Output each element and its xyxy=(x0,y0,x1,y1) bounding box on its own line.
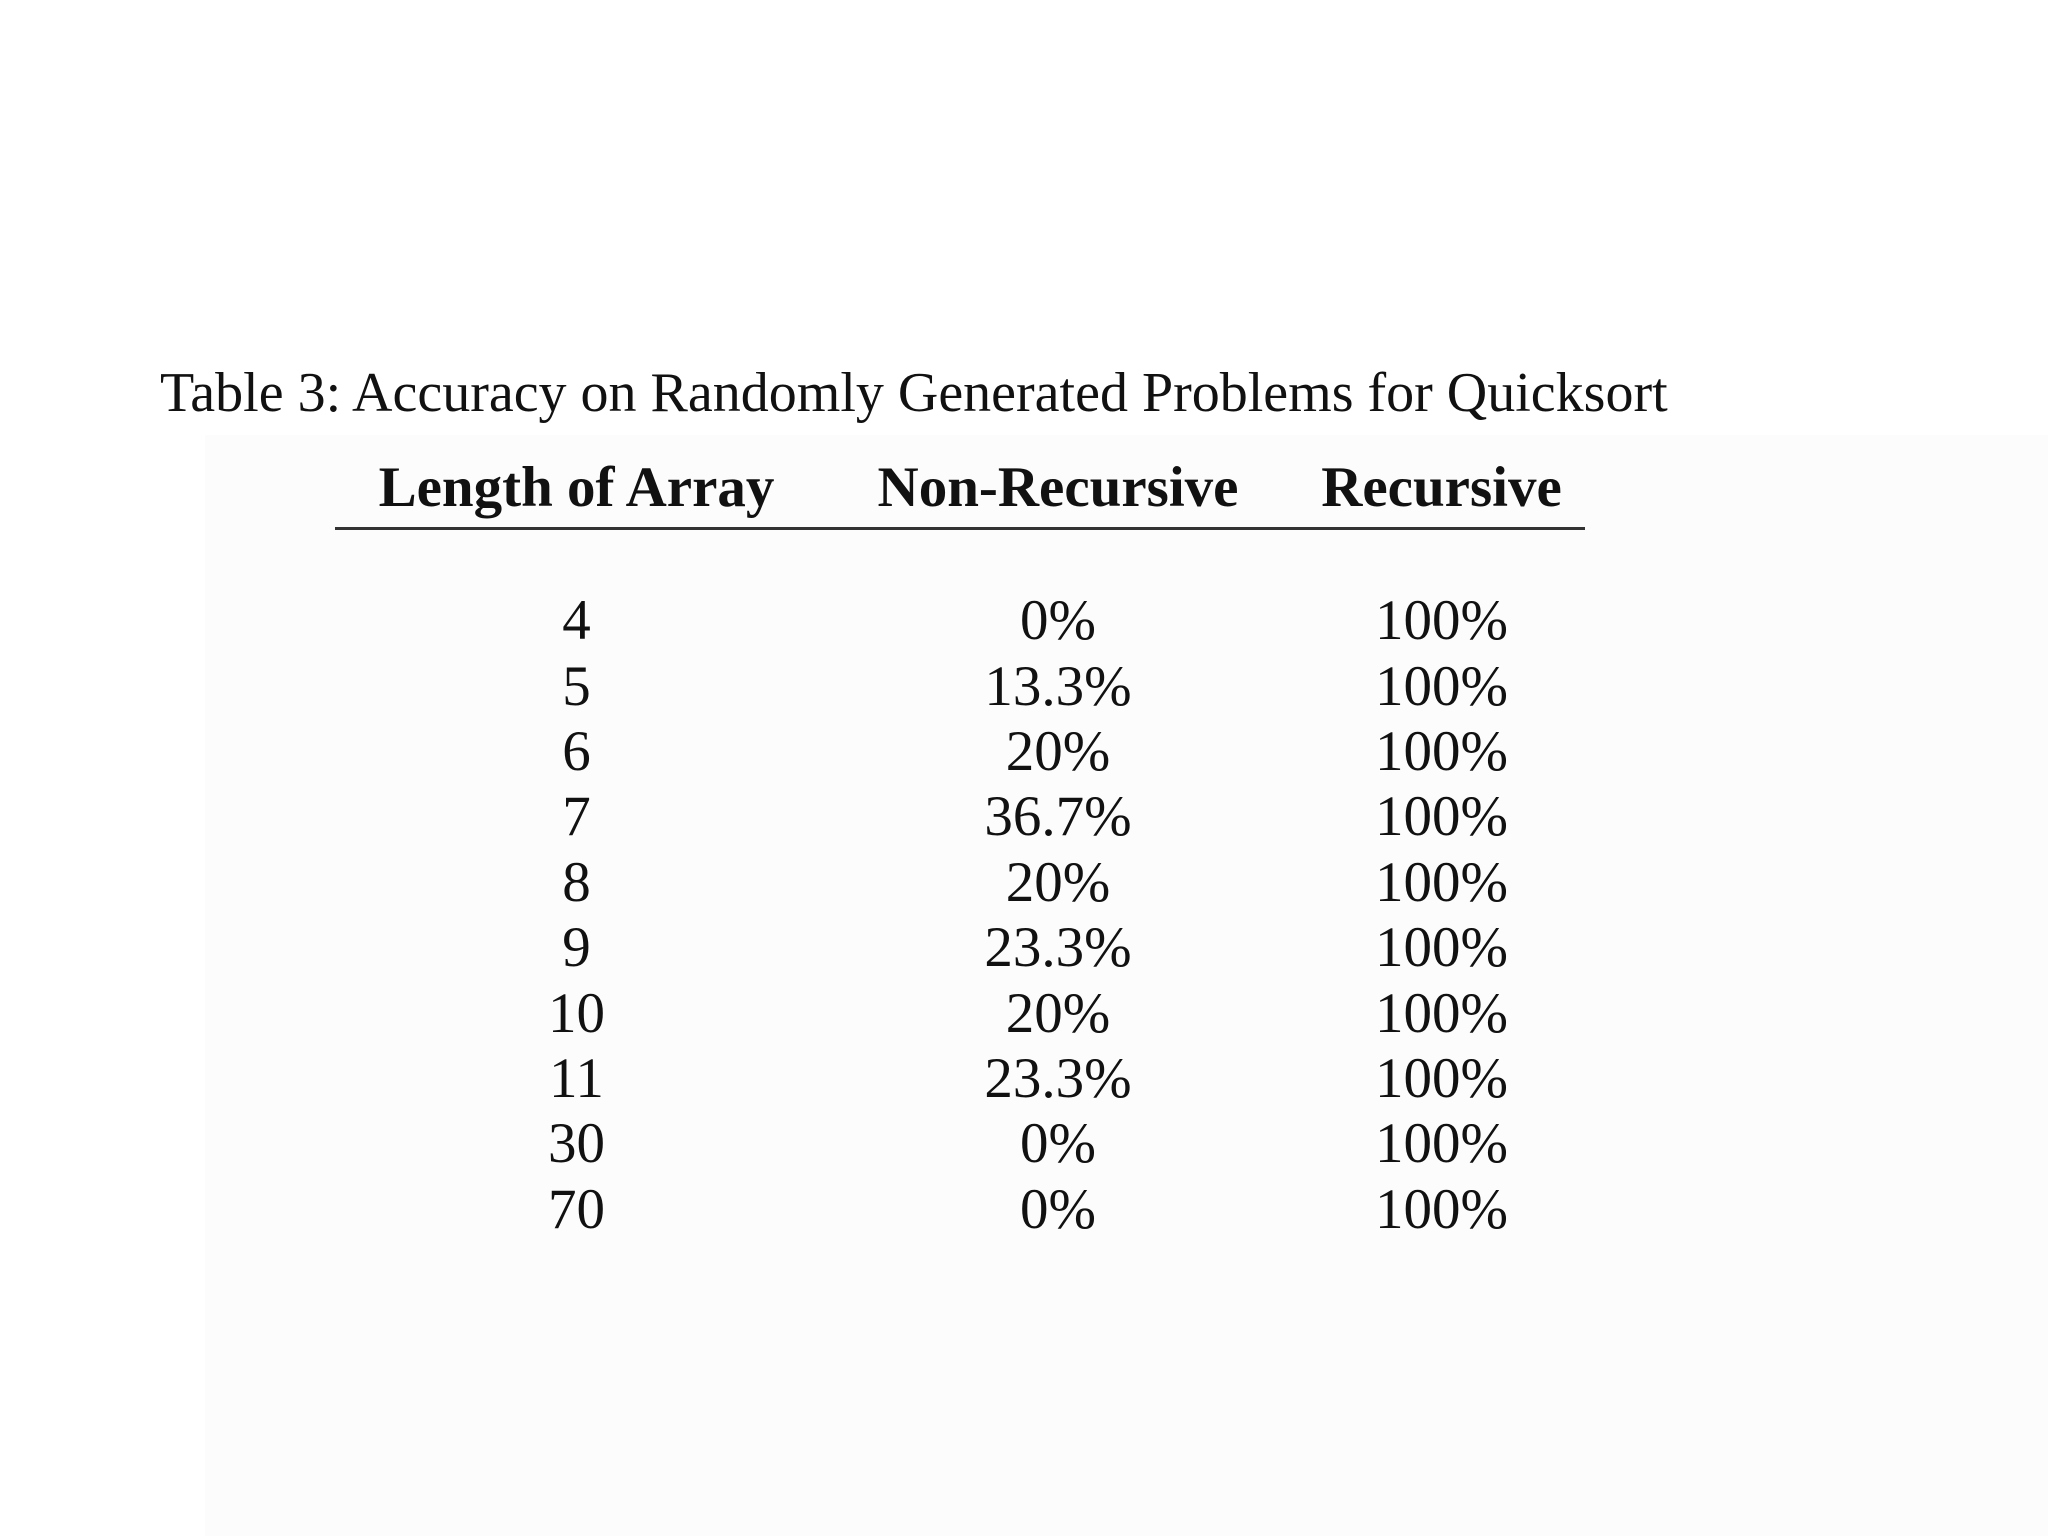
non-recursive-cell: 0% xyxy=(1020,589,1096,653)
table-row xyxy=(335,1177,1585,1242)
length-cell: 30 xyxy=(548,1112,605,1176)
non-recursive-cell: 20% xyxy=(1005,719,1111,783)
column-header-recursive: Recursive xyxy=(1321,455,1562,519)
non-recursive-cell: 36.7% xyxy=(984,785,1132,849)
length-cell: 11 xyxy=(549,1046,604,1110)
length-cell: 70 xyxy=(548,1177,605,1241)
recursive-cell: 100% xyxy=(1375,916,1508,980)
length-cell: 10 xyxy=(548,981,605,1045)
recursive-cell: 100% xyxy=(1375,785,1508,849)
recursive-cell: 100% xyxy=(1375,589,1508,653)
table-header-row xyxy=(335,452,1585,522)
length-cell: 7 xyxy=(562,785,591,849)
length-cell: 4 xyxy=(562,589,591,653)
recursive-cell: 100% xyxy=(1375,850,1508,914)
recursive-cell: 100% xyxy=(1375,1112,1508,1176)
non-recursive-cell: 23.3% xyxy=(984,916,1132,980)
non-recursive-cell: 20% xyxy=(1005,981,1111,1045)
table-row xyxy=(335,1046,1585,1111)
recursive-cell: 100% xyxy=(1375,1046,1508,1110)
table-row xyxy=(335,588,1585,653)
table-body xyxy=(335,588,1585,1242)
table-row xyxy=(335,719,1585,784)
table-row xyxy=(335,980,1585,1045)
table-row xyxy=(335,784,1585,849)
non-recursive-cell: 0% xyxy=(1020,1177,1096,1241)
column-header-length: Length of Array xyxy=(378,455,775,519)
recursive-cell: 100% xyxy=(1375,1177,1508,1241)
table-row xyxy=(335,1111,1585,1176)
length-cell: 9 xyxy=(562,916,591,980)
column-header-non-recursive: Non-Recursive xyxy=(877,455,1239,519)
table-row xyxy=(335,915,1585,980)
length-cell: 8 xyxy=(562,850,591,914)
length-cell: 5 xyxy=(562,654,591,718)
non-recursive-cell: 13.3% xyxy=(984,654,1132,718)
non-recursive-cell: 0% xyxy=(1020,1112,1096,1176)
length-cell: 6 xyxy=(562,719,591,783)
non-recursive-cell: 20% xyxy=(1005,850,1111,914)
table-row xyxy=(335,850,1585,915)
recursive-cell: 100% xyxy=(1375,719,1508,783)
accuracy-table xyxy=(335,452,1585,1242)
non-recursive-cell: 23.3% xyxy=(984,1046,1132,1110)
table-row xyxy=(335,653,1585,718)
header-rule xyxy=(335,527,1585,530)
recursive-cell: 100% xyxy=(1375,981,1508,1045)
recursive-cell: 100% xyxy=(1375,654,1508,718)
table-caption: Table 3: Accuracy on Randomly Generated Problems for Quicksort xyxy=(160,362,1668,424)
